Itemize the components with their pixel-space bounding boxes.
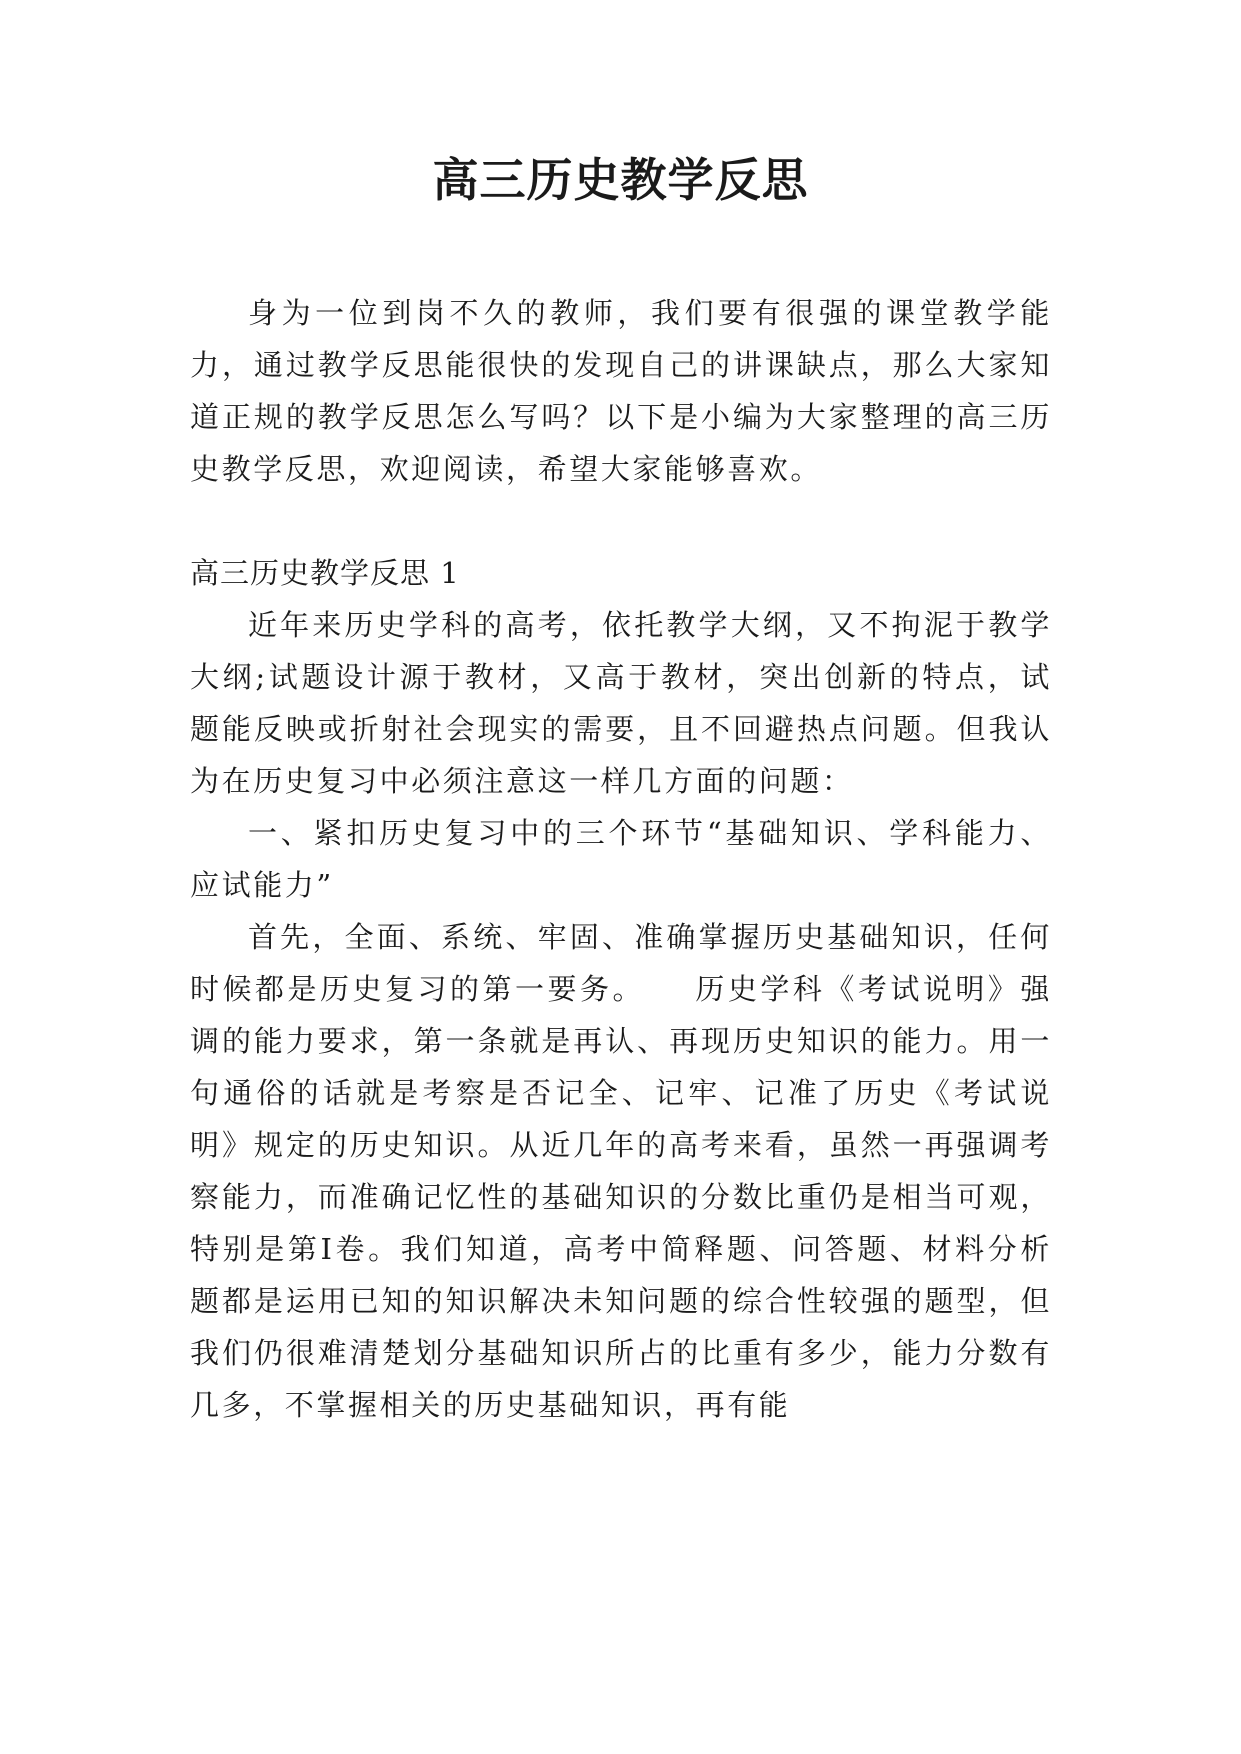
body-paragraph: 首先，全面、系统、牢固、准确掌握历史基础知识，任何时候都是历史复习的第一要务。 历史学科《考试说明》强调的能力要求，第一条就是再认、再现历史知识的能力。用一句通俗的话就是考察是否记全、记牢、记准了历史《考试说明》规定的历史知识。从近几年的高考来看，虽然一再强调考察能力，而准确记忆性的基础知识的分数比重仍是相当可观，特别是第Ⅰ卷。我们知道，高考中简释题、问答题、材料分析题都是运用已知的知识解决未知问题的综合性较强的题型，但我们仍很难清楚划分基础知识所占的比重有多少，能力分数有几多，不掌握相关的历史基础知识，再有能	[190, 920, 1052, 1422]
document-title: 高三历史教学反思	[432, 153, 809, 207]
body-paragraph: 近年来历史学科的高考，依托教学大纲，又不拘泥于教学大纲;试题设计源于教材，又高于教材，突出创新的特点，试题能反映或折射社会现实的需要，且不回避热点问题。但我认为在历史复习中必须注意这一样几方面的问题：	[190, 608, 1052, 798]
body-paragraph: 一、紧扣历史复习中的三个环节“基础知识、学科能力、应试能力”	[190, 816, 1052, 902]
section-heading: 高三历史教学反思 1	[190, 556, 460, 590]
document-body	[190, 287, 1052, 1431]
intro-paragraph: 身为一位到岗不久的教师，我们要有很强的课堂教学能力，通过教学反思能很快的发现自己的讲课缺点，那么大家知道正规的教学反思怎么写吗？以下是小编为大家整理的高三历史教学反思，欢迎阅读，希望大家能够喜欢。	[190, 296, 1052, 486]
